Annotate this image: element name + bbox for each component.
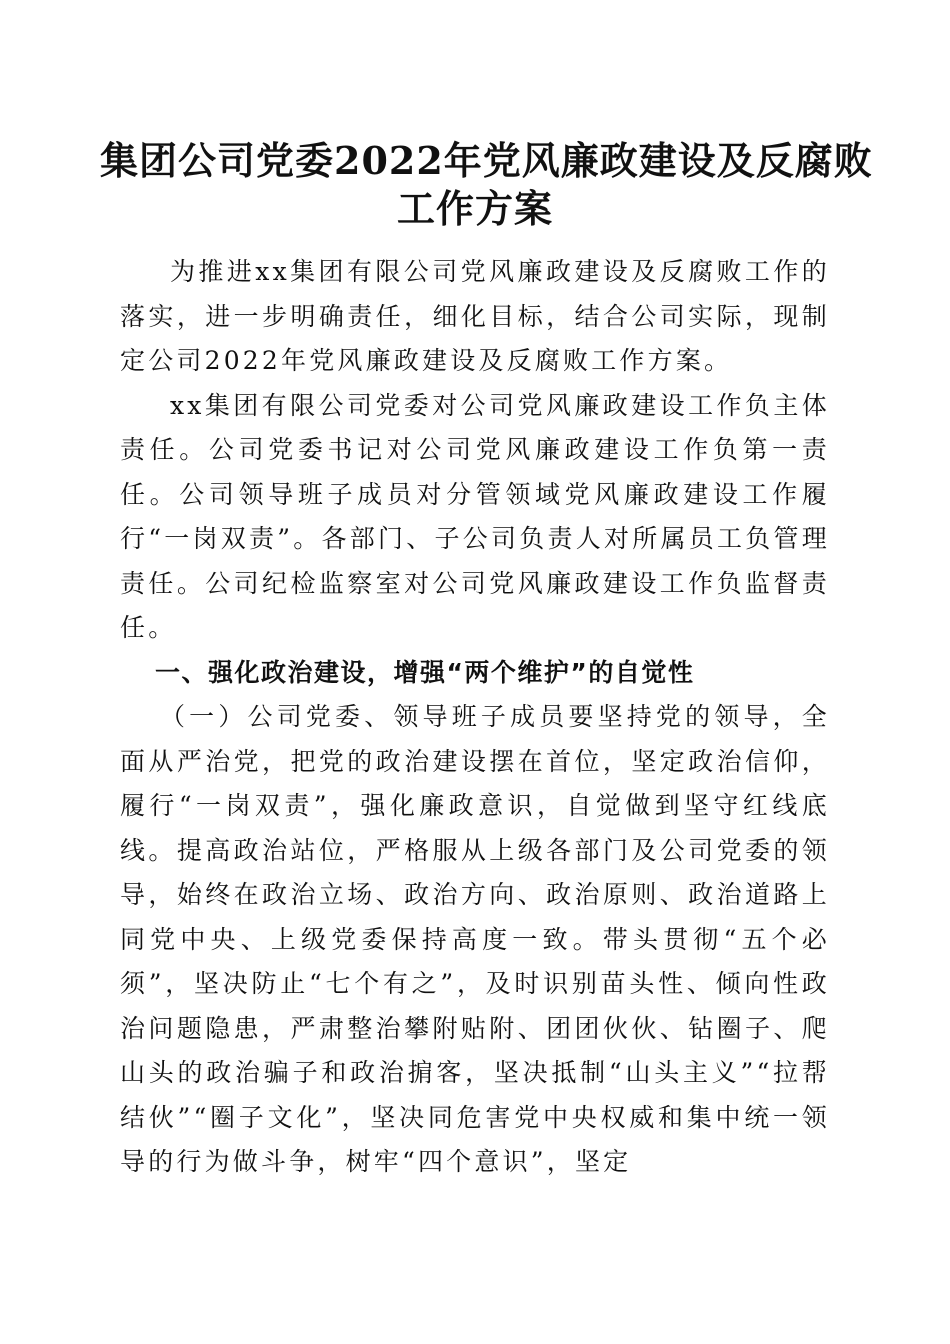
responsibility-paragraph: xx集团有限公司党委对公司党风廉政建设工作负主体责任。公司党委书记对公司党风廉政建设工作负第一责任。公司领导班子成员对分管领域党风廉政建设工作履行“一岗双责”。各部门、子公司负责人对所属员工负管理责任。公司纪检监察室对公司党风廉政建设工作负监督责任。 bbox=[120, 390, 830, 642]
section-1-heading: 一、强化政治建设，增强“两个维护”的自觉性 bbox=[155, 657, 695, 687]
section-1-item-1: （一）公司党委、领导班子成员要坚持党的领导，全面从严治党，把党的政治建设摆在首位，坚定政治信仰，履行“一岗双责”，强化廉政意识，自觉做到坚守红线底线。提高政治站位，严格服从上级各部门及公司党委的领导，始终在政治立场、政治方向、政治原则、政治道路上同党中央、上级党委保持高度一致。带头贯彻“五个必须”，坚决防止“七个有之”，及时识别苗头性、倾向性政治问题隐患，严肃整治攀附贴附、团团伙伙、钻圈子、爬山头的政治骗子和政治掮客，坚决抵制“山头主义”“拉帮结伙”“圈子文化”，坚决同危害党中央权威和集中统一领导的行为做斗争，树牢“四个意识”，坚定 bbox=[120, 702, 830, 1176]
intro-paragraph: 为推进xx集团有限公司党风廉政建设及反腐败工作的落实，进一步明确责任，细化目标，结合公司实际，现制定公司2022年党风廉政建设及反腐败工作方案。 bbox=[120, 257, 830, 375]
document-title-line-1: 集团公司党委2022年党风廉政建设及反腐败 bbox=[100, 138, 873, 183]
document-title-line-2: 工作方案 bbox=[396, 186, 553, 231]
document-body bbox=[120, 250, 830, 1185]
